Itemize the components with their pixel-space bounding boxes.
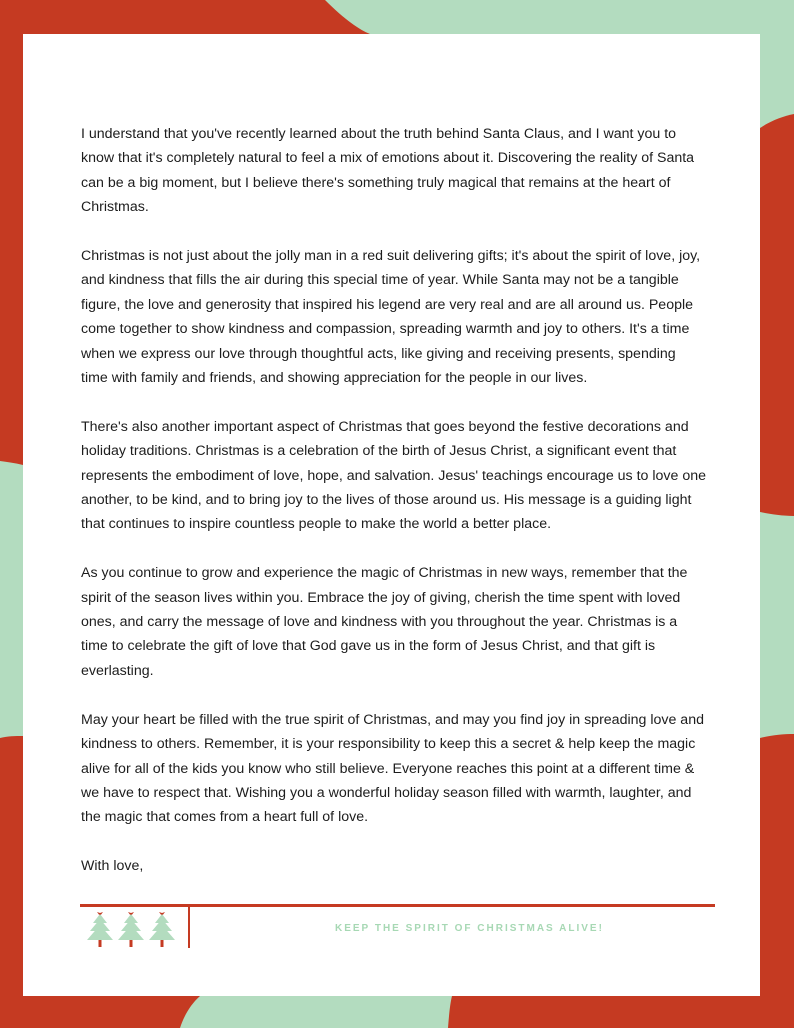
letter-paragraph: May your heart be filled with the true spirit of Christmas, and may you find joy in spreading love and kindness to others. Remember, it is your responsibility to keep this a secret & help keep the magic alive for all of the kids you know who still believe. Everyone reaches this point at a different time & we have to respect that. Wishing you a wonderful holiday season filled with warmth, laughter, and the magic that comes from a heart full of love. bbox=[81, 711, 704, 826]
christmas-tree-icon bbox=[87, 912, 113, 947]
christmas-tree-icon bbox=[118, 912, 144, 947]
christmas-tree-icon bbox=[149, 912, 175, 947]
red-blob-right bbox=[760, 114, 794, 516]
letter-body bbox=[81, 122, 706, 903]
tree-icons bbox=[84, 910, 179, 950]
footer-divider bbox=[188, 905, 190, 948]
footer-tagline: KEEP THE SPIRIT OF CHRISTMAS ALIVE! bbox=[335, 923, 604, 934]
footer-rule bbox=[80, 904, 715, 907]
letter-closing: With love, bbox=[81, 858, 144, 875]
letter-paragraph: I understand that you've recently learned about the truth behind Santa Claus, and I want you to know that it's completely natural to feel a mix of emotions about it. Discovering the reality of Santa can be a big moment, but I believe there's something truly magical that remains at the heart of Christmas. bbox=[81, 126, 695, 216]
letter-paragraph: As you continue to grow and experience the magic of Christmas in new ways, remember that the spirit of the season lives within you. Embrace the joy of giving, cherish the time spent with loved ones, and carry the message of love and kindness with you throughout the year. Christmas is a time to celebrate the gift of love that God gave us in the form of Jesus Christ, and that gift is everlasting. bbox=[81, 565, 688, 679]
letter-paragraph: Christmas is not just about the jolly man in a red suit delivering gifts; it's about the spirit of love, joy, and kindness that fills the air during this special time of year. While Santa may not be a tangible figure, the love and generosity that inspired his legend are very real and are all around us. People come together to show kindness and compassion, spreading warmth and joy to others. It's a time when we express our love through thoughtful acts, like giving and receiving presents, spending time with family and friends, and showing appreciation for the people in our lives. bbox=[81, 248, 701, 387]
letter-paragraph: There's also another important aspect of Christmas that goes beyond the festive decorations and holiday traditions. Christmas is a celebration of the birth of Jesus Christ, a significant event that represents the embodiment of love, hope, and salvation. Jesus' teachings encourage us to love one another, to be kind, and to bring joy to the lives of those around us. His message is a guiding light that continues to inspire countless people to make the world a better place. bbox=[81, 418, 706, 533]
